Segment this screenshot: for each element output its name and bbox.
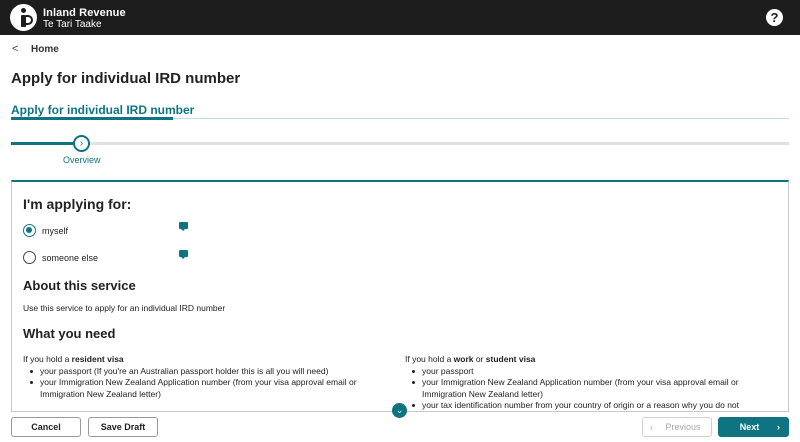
scroll-down-icon[interactable]: ⌄ <box>392 403 407 418</box>
tab-divider <box>173 118 789 119</box>
list-item: your Immigration New Zealand Application number (from your visa approval email or Immigration New Zealand letter) <box>422 377 775 400</box>
chevron-right-icon: › <box>777 422 780 432</box>
step-overview-icon[interactable]: › <box>73 135 90 152</box>
next-button[interactable] <box>718 417 789 437</box>
previous-button[interactable] <box>642 417 712 437</box>
previous-label: Previous <box>665 422 701 432</box>
radio-someone-else-label[interactable]: someone else <box>42 253 99 263</box>
tab-active-indicator <box>11 117 173 120</box>
tab-apply-ird[interactable]: Apply for individual IRD number <box>11 103 195 117</box>
list-item: your passport <box>422 366 775 378</box>
page-title: Apply for individual IRD number <box>11 70 241 87</box>
list-item: your passport (If you're an Australian passport holder this is all you will need) <box>40 366 393 378</box>
breadcrumb-home-link[interactable]: Home <box>31 44 59 55</box>
save-draft-button[interactable]: Save Draft <box>88 417 158 437</box>
about-heading: About this service <box>23 278 136 293</box>
chevron-left-icon[interactable]: < <box>12 43 19 55</box>
list-item: your Immigration New Zealand Application number (from your visa approval email or Immigration New Zealand letter) <box>40 377 393 400</box>
info-icon[interactable] <box>179 250 188 257</box>
inland-revenue-logo-icon[interactable] <box>10 4 37 31</box>
info-icon[interactable] <box>179 222 188 229</box>
about-text: Use this service to apply for an individual IRD number <box>23 303 226 313</box>
help-icon[interactable]: ? <box>766 9 783 26</box>
form-panel[interactable] <box>11 180 789 412</box>
step-overview-label[interactable]: Overview <box>63 155 101 165</box>
radio-myself-label[interactable]: myself <box>42 226 69 236</box>
brand-subtitle: Te Tari Taake <box>43 19 102 30</box>
list-item: your tax identification number from your country of origin or a reason why you do not <box>422 400 775 412</box>
resident-visa-intro: If you hold a resident visa <box>23 354 124 364</box>
resident-visa-column <box>23 354 393 400</box>
work-visa-intro: If you hold a work or student visa <box>405 354 536 364</box>
brand-name: Inland Revenue <box>43 7 126 19</box>
progress-track <box>11 142 789 145</box>
next-label: Next <box>739 422 760 432</box>
work-visa-column <box>405 354 775 412</box>
chevron-left-icon: ‹ <box>650 422 653 432</box>
applying-heading: I'm applying for: <box>23 196 132 212</box>
progress-fill <box>11 142 81 145</box>
radio-someone-else[interactable] <box>23 251 36 264</box>
radio-myself[interactable] <box>23 224 36 237</box>
need-heading: What you need <box>23 326 116 341</box>
cancel-button[interactable]: Cancel <box>11 417 81 437</box>
top-bar <box>0 0 800 35</box>
